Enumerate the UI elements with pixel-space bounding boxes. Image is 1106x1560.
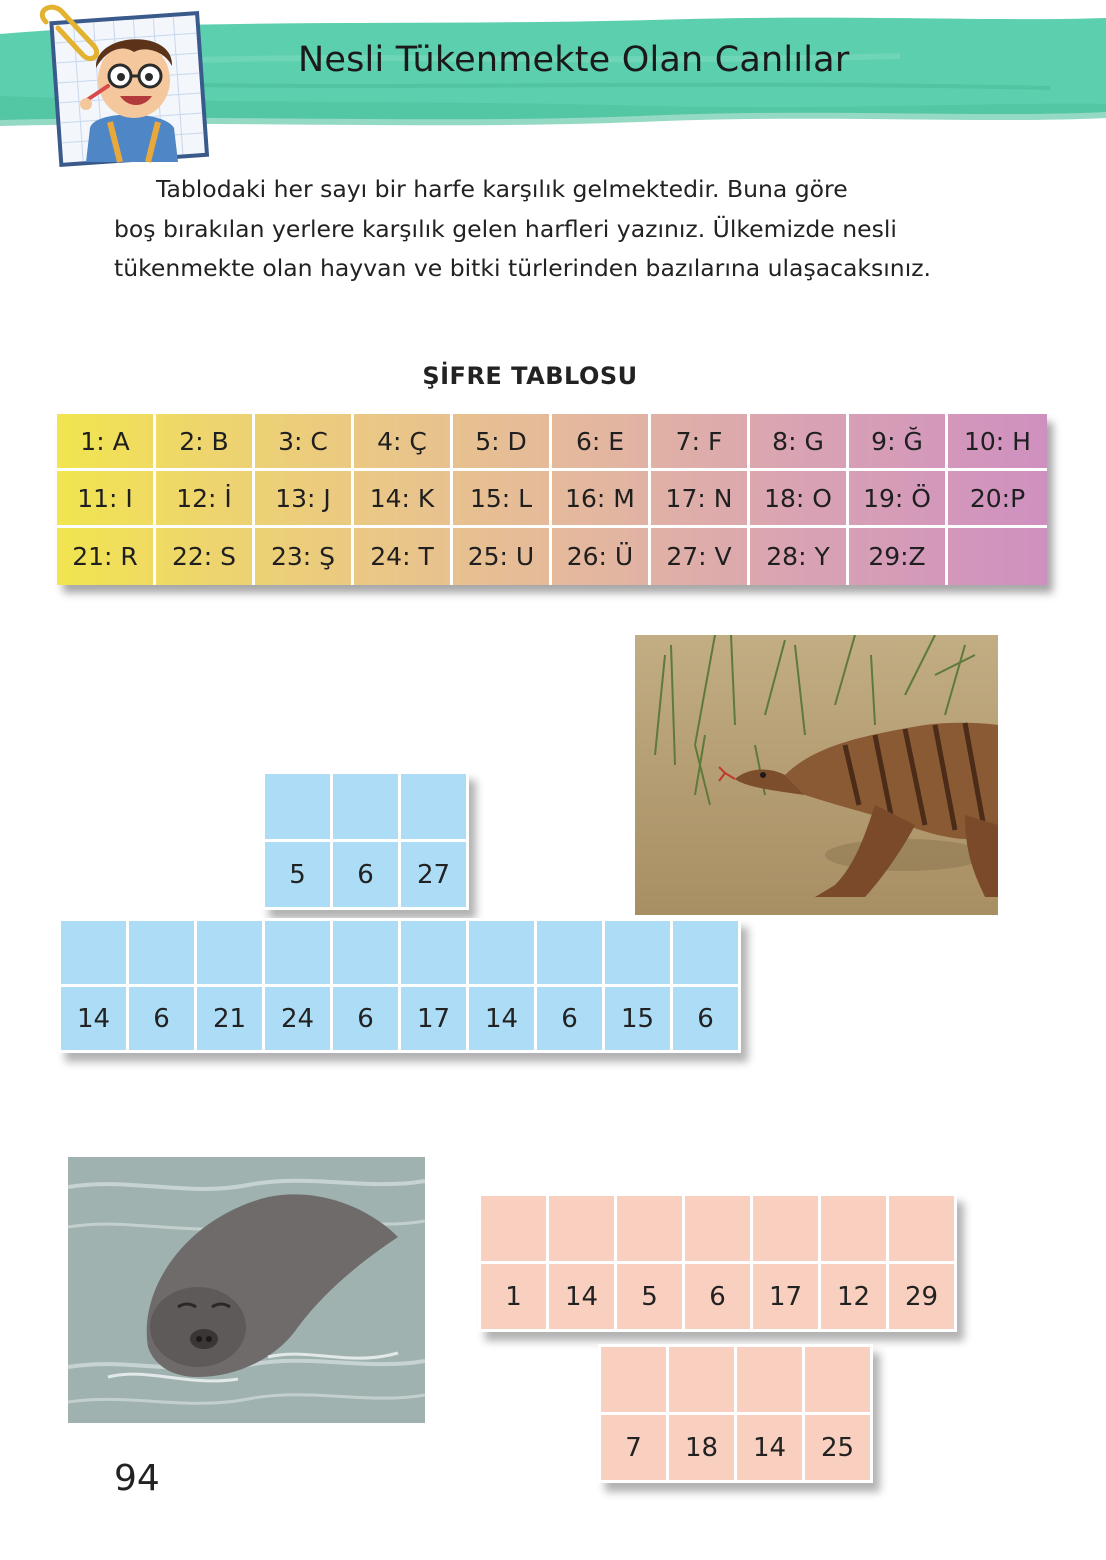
answer-letter-box[interactable]	[889, 1196, 954, 1261]
cipher-cell: 27: V	[651, 528, 750, 585]
answer-letter-box[interactable]	[673, 921, 738, 984]
cipher-number-box: 14	[549, 1264, 614, 1329]
answer-letter-box[interactable]	[669, 1347, 734, 1412]
cipher-cell: 10: H	[948, 414, 1047, 471]
answer-letter-box[interactable]	[805, 1347, 870, 1412]
cipher-cell	[948, 528, 1047, 585]
answer-letter-box[interactable]	[601, 1347, 666, 1412]
cipher-cell: 9: Ğ	[849, 414, 948, 471]
instructions-line: Tablodaki her sayı bir harfe karşılık gelmektedir. Buna göre	[156, 175, 848, 203]
instructions-paragraph	[114, 170, 994, 289]
answer-letter-box[interactable]	[333, 774, 398, 839]
cipher-cell: 1: A	[57, 414, 156, 471]
cipher-cell: 14: K	[354, 471, 453, 528]
cipher-number-box: 17	[401, 987, 466, 1050]
cipher-cell: 20:P	[948, 471, 1047, 528]
cipher-number-box: 18	[669, 1415, 734, 1480]
answer-letter-box[interactable]	[129, 921, 194, 984]
cipher-number-box: 12	[821, 1264, 886, 1329]
cipher-number-box: 6	[673, 987, 738, 1050]
cipher-cell: 6: E	[552, 414, 651, 471]
answer-letter-box[interactable]	[737, 1347, 802, 1412]
page-title: Nesli Tükenmekte Olan Canlılar	[298, 40, 850, 80]
word-puzzle-4	[598, 1344, 873, 1483]
answer-letter-box[interactable]	[537, 921, 602, 984]
answer-letter-box[interactable]	[753, 1196, 818, 1261]
cipher-number-box: 6	[537, 987, 602, 1050]
cipher-cell: 2: B	[156, 414, 255, 471]
cipher-cell: 24: T	[354, 528, 453, 585]
cipher-number-box: 5	[265, 842, 330, 907]
cipher-number-box: 6	[129, 987, 194, 1050]
monk-seal-photo	[68, 1157, 425, 1423]
page-number: 94	[114, 1458, 160, 1499]
cipher-number-box: 21	[197, 987, 262, 1050]
answer-letter-box[interactable]	[197, 921, 262, 984]
word-puzzle-3	[478, 1193, 957, 1332]
instructions-line: boş bırakılan yerlere karşılık gelen harfleri yazınız. Ülkemizde nesli	[114, 214, 897, 243]
answer-letter-box[interactable]	[61, 921, 126, 984]
answer-letter-box[interactable]	[549, 1196, 614, 1261]
cipher-number-box: 6	[333, 987, 398, 1050]
answer-letter-box[interactable]	[685, 1196, 750, 1261]
answer-letter-box[interactable]	[401, 774, 466, 839]
cipher-cell: 4: Ç	[354, 414, 453, 471]
cipher-cell: 19: Ö	[849, 471, 948, 528]
cipher-cell: 26: Ü	[552, 528, 651, 585]
cipher-number-box: 29	[889, 1264, 954, 1329]
word-puzzle-1	[262, 771, 469, 910]
cipher-cell: 18: O	[750, 471, 849, 528]
answer-letter-box[interactable]	[821, 1196, 886, 1261]
cipher-number-box: 5	[617, 1264, 682, 1329]
cipher-cell: 8: G	[750, 414, 849, 471]
cipher-cell: 15: L	[453, 471, 552, 528]
answer-letter-box[interactable]	[469, 921, 534, 984]
cipher-cell: 21: R	[57, 528, 156, 585]
answer-letter-box[interactable]	[617, 1196, 682, 1261]
answer-letter-box[interactable]	[605, 921, 670, 984]
cipher-cell: 12: İ	[156, 471, 255, 528]
cipher-cell: 23: Ş	[255, 528, 354, 585]
cipher-table-title: ŞİFRE TABLOSU	[422, 362, 638, 390]
word-puzzle-2	[58, 918, 741, 1053]
cipher-number-box: 14	[737, 1415, 802, 1480]
monitor-lizard-photo	[635, 635, 998, 915]
cipher-number-box: 6	[333, 842, 398, 907]
cipher-cell: 25: U	[453, 528, 552, 585]
answer-letter-box[interactable]	[333, 921, 398, 984]
cipher-number-box: 6	[685, 1264, 750, 1329]
cipher-cell: 3: C	[255, 414, 354, 471]
cipher-cell: 22: S	[156, 528, 255, 585]
cipher-number-box: 7	[601, 1415, 666, 1480]
cipher-cell: 7: F	[651, 414, 750, 471]
cipher-number-box: 1	[481, 1264, 546, 1329]
cipher-cell: 16: M	[552, 471, 651, 528]
cipher-cell: 28: Y	[750, 528, 849, 585]
cipher-number-box: 14	[61, 987, 126, 1050]
cipher-cell: 13: J	[255, 471, 354, 528]
answer-letter-box[interactable]	[265, 774, 330, 839]
answer-letter-box[interactable]	[401, 921, 466, 984]
instructions-line: tükenmekte olan hayvan ve bitki türlerinden bazılarına ulaşacaksınız.	[114, 254, 932, 282]
cipher-table	[57, 414, 1047, 585]
answer-letter-box[interactable]	[481, 1196, 546, 1261]
cipher-cell: 11: I	[57, 471, 156, 528]
cipher-cell: 17: N	[651, 471, 750, 528]
cipher-cell: 5: D	[453, 414, 552, 471]
cipher-number-box: 25	[805, 1415, 870, 1480]
cipher-number-box: 27	[401, 842, 466, 907]
answer-letter-box[interactable]	[265, 921, 330, 984]
student-avatar-illustration	[24, 2, 234, 170]
cipher-number-box: 15	[605, 987, 670, 1050]
cipher-cell: 29:Z	[849, 528, 948, 585]
cipher-number-box: 14	[469, 987, 534, 1050]
cipher-number-box: 17	[753, 1264, 818, 1329]
cipher-number-box: 24	[265, 987, 330, 1050]
